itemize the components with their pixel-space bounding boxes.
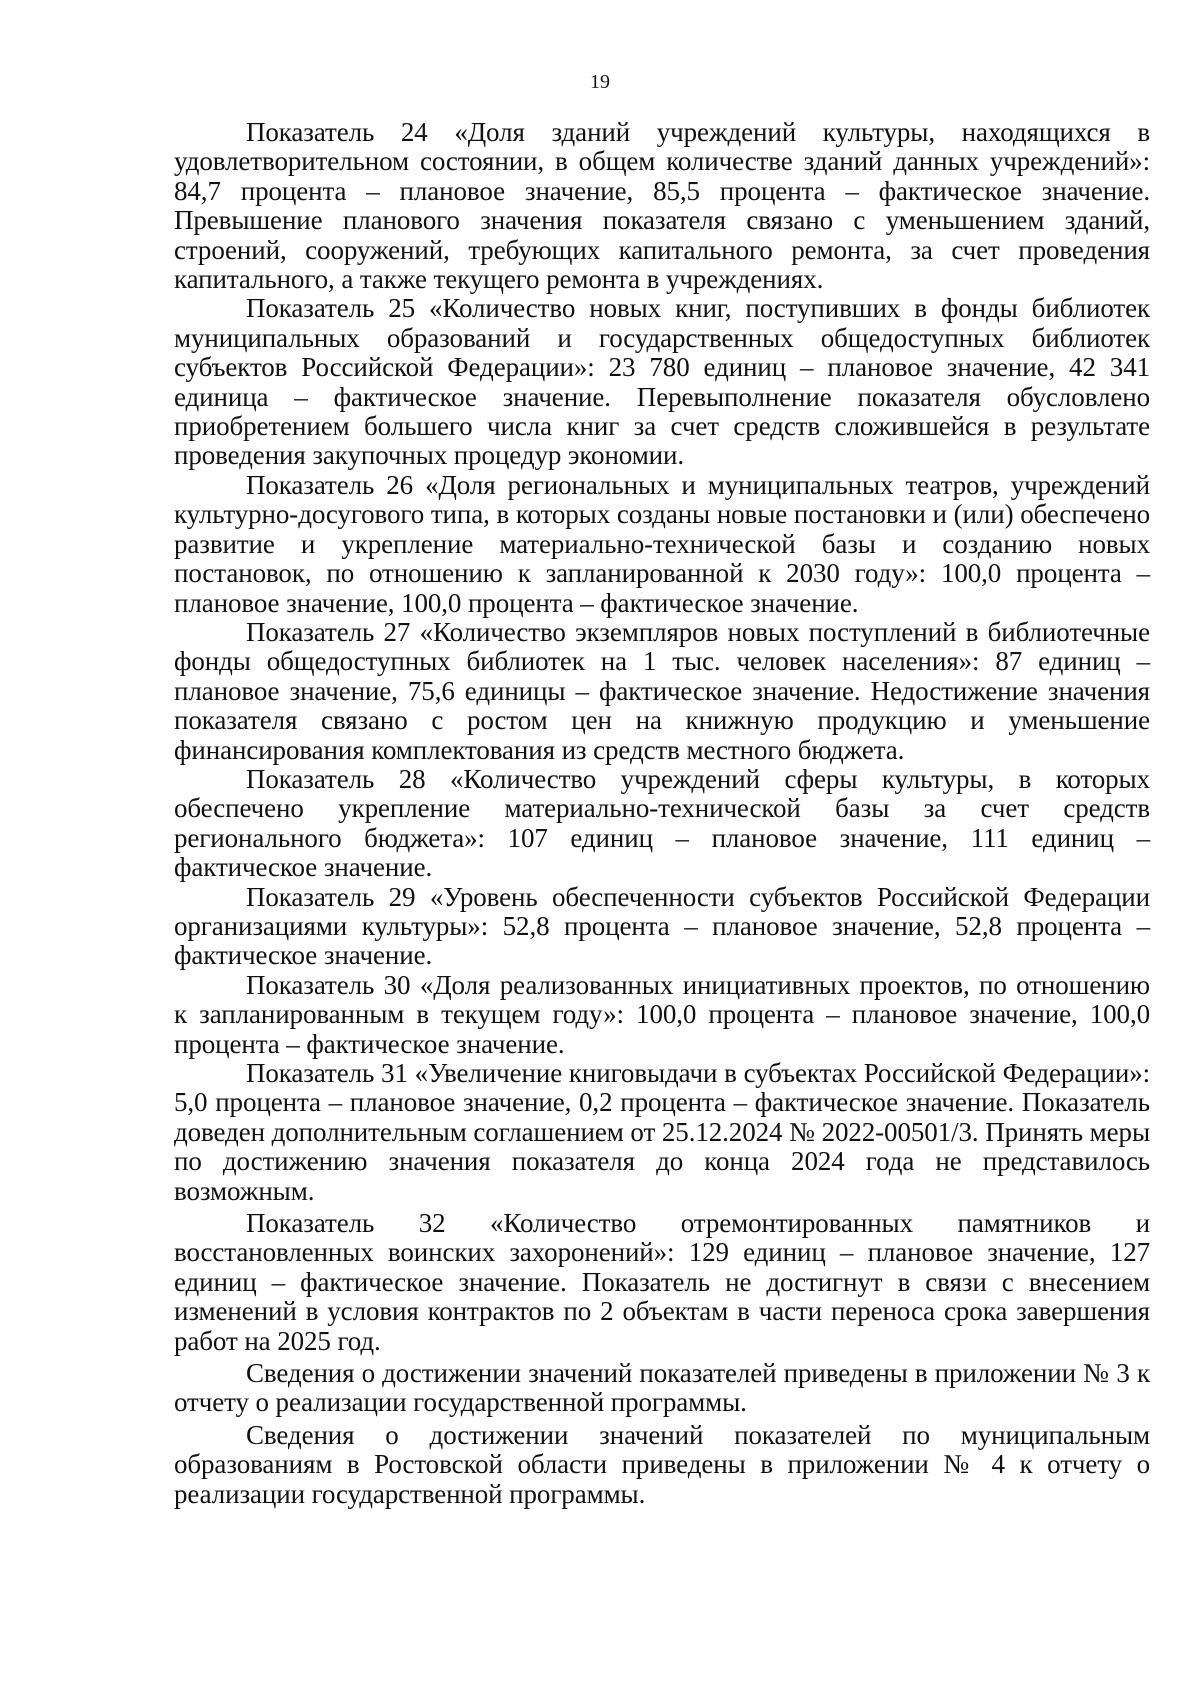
paragraph-indicator-29: Показатель 29 «Уровень обеспеченности субъектов Российской Федерации организациями культуры»: 52,8 процента – плановое значение, 52,8 процента – фактическое значение. bbox=[174, 881, 1150, 971]
paragraph-indicator-26: Показатель 26 «Доля региональных и муниципальных театров, учреждений культурно-досугового типа, в которых созданы новые постановки и (или) обеспечено развитие и укрепление материально-технической базы и созданию новых постановок, по отношению к запланированной к 2030 году»: 100,0 процента – плановое значение, 100,0 процента – фактическое значение. bbox=[174, 469, 1150, 618]
paragraph-appendix-4: Сведения о достижении значений показателей по муниципальным образованиям в Ростовской области приведены в приложении № 4 к отчету о реализации государственной программы. bbox=[174, 1419, 1150, 1509]
paragraph-indicator-27: Показатель 27 «Количество экземпляров новых поступлений в библиотечные фонды общедоступных библиотек на 1 тыс. человек населения»: 87 единиц – плановое значение, 75,6 единицы – фактическое значение. Недостижение значения показателя связано с ростом цен на книжную продукцию и уменьшение финансирования комплектования из средств местного бюджета. bbox=[174, 616, 1150, 765]
paragraph-indicator-28: Показатель 28 «Количество учреждений сферы культуры, в которых обеспечено укрепление материально-технической базы за счет средств регионального бюджета»: 107 единиц – плановое значение, 111 единиц – фактическое значение. bbox=[174, 763, 1150, 883]
paragraph-indicator-30: Показатель 30 «Доля реализованных инициативных проектов, по отношению к запланированным в текущем году»: 100,0 процента – плановое значение, 100,0 процента – фактическое значение. bbox=[174, 969, 1150, 1059]
paragraph-indicator-24: Показатель 24 «Доля зданий учреждений культуры, находящихся в удовлетворительном состоянии, в общем количестве зданий данных учреждений»: 84,7 процента – плановое значение, 85,5 процента – фактическое значение. Превышение планового значения показателя связано с уменьшением зданий, строений, сооружений, требующих капитального ремонта, за счет проведения капитального, а также текущего ремонта в учреждениях. bbox=[174, 117, 1150, 295]
paragraph-indicator-32: Показатель 32 «Количество отремонтированных памятников и восстановленных воинских захоронений»: 129 единиц – плановое значение, 127 единиц – фактическое значение. Показатель не достигнут в связи с внесением изменений в условия контрактов по 2 объектам в части переноса срока завершения работ на 2025 год. bbox=[174, 1208, 1150, 1356]
paragraph-indicator-31: Показатель 31 «Увеличение книговыдачи в субъектах Российской Федерации»: 5,0 процента – плановое значение, 0,2 процента – фактическое значение. Показатель доведен дополнительным соглашением от 25.12.2024 № 2022-00501/3. Принять меры по достижению значения показателя до конца 2024 года не представилось возможным. bbox=[174, 1058, 1150, 1206]
page-number: 19 bbox=[590, 71, 610, 93]
document-body bbox=[174, 118, 1150, 1509]
paragraph-indicator-25: Показатель 25 «Количество новых книг, поступивших в фонды библиотек муниципальных образований и государственных общедоступных библиотек субъектов Российской Федерации»: 23 780 единиц – плановое значение, 42 341 единица – фактическое значение. Перевыполнение показателя обусловлено приобретением большего числа книг за счет средств сложившейся в результате проведения закупочных процедур экономии. bbox=[174, 293, 1150, 471]
paragraph-appendix-3: Сведения о достижении значений показателей приведены в приложении № 3 к отчету о реализации государственной программы. bbox=[174, 1358, 1150, 1418]
